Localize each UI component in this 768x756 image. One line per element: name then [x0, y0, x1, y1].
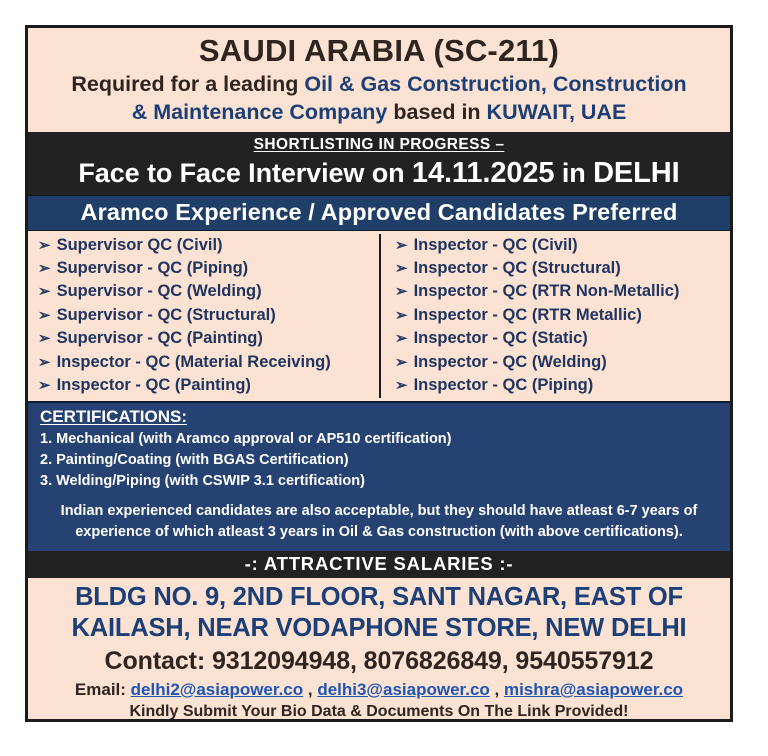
title-job-code: (SC-211) — [433, 33, 560, 68]
subline-industry: Oil & Gas Construction, Construction — [304, 71, 687, 96]
email-label: Email: — [74, 679, 131, 699]
email-separator: , — [489, 679, 504, 699]
page-title — [36, 34, 722, 69]
arrow-bullet-icon: ➢ — [395, 353, 408, 371]
list-item — [38, 327, 375, 350]
subline-locations: KUWAIT, UAE — [486, 99, 627, 124]
experience-note — [40, 501, 718, 543]
arrow-bullet-icon: ➢ — [38, 260, 51, 278]
positions-list — [28, 231, 730, 401]
interview-mid: in — [554, 157, 594, 188]
interview-city: DELHI — [593, 156, 680, 189]
arrow-bullet-icon: ➢ — [395, 236, 408, 254]
position-label: Inspector - QC (Painting) — [56, 376, 251, 395]
positions-column-left — [28, 234, 379, 398]
list-item — [38, 304, 375, 327]
list-item — [395, 234, 726, 257]
experience-note-line-1: Indian experienced candidates are also acceptable, but they should have atleast 6-7 years of — [60, 502, 698, 519]
list-item — [395, 351, 726, 374]
list-item — [38, 234, 375, 257]
arrow-bullet-icon: ➢ — [38, 377, 51, 395]
email-link-2[interactable]: delhi3@asiapower.co — [317, 679, 490, 699]
arrow-bullet-icon: ➢ — [395, 330, 408, 348]
job-advertisement-poster — [25, 25, 733, 722]
address-line-1: BLDG NO. 9, 2ND FLOOR, SANT NAGAR, EAST OF — [75, 582, 683, 611]
certification-item: 1. Mechanical (with Aramco approval or AP510 certification) — [40, 430, 452, 447]
arrow-bullet-icon: ➢ — [395, 283, 408, 301]
arrow-bullet-icon: ➢ — [38, 306, 51, 324]
position-label: Inspector - QC (Static) — [413, 329, 588, 348]
experience-note-line-2: experience of which atleast 3 years in Oil & Gas construction (with above certifications). — [75, 523, 683, 540]
certifications-section — [28, 401, 730, 551]
position-label: Supervisor - QC (Welding) — [56, 282, 262, 301]
arrow-bullet-icon: ➢ — [38, 330, 51, 348]
arrow-bullet-icon: ➢ — [38, 283, 51, 301]
list-item — [38, 257, 375, 280]
email-link-3[interactable]: mishra@asiapower.co — [503, 679, 684, 699]
position-label: Inspector - QC (Civil) — [413, 235, 578, 254]
aramco-preference-banner: Aramco Experience / Approved Candidates Preferred — [28, 195, 730, 231]
email-separator: , — [303, 679, 318, 699]
positions-column-right — [379, 234, 730, 398]
list-item — [395, 280, 726, 303]
certification-item: 3. Welding/Piping (with CSWIP 3.1 certification) — [40, 472, 365, 489]
list-item — [38, 374, 375, 397]
arrow-bullet-icon: ➢ — [38, 236, 51, 254]
contact-section — [28, 578, 730, 722]
arrow-bullet-icon: ➢ — [395, 306, 408, 324]
position-label: Supervisor - QC (Piping) — [56, 259, 249, 278]
subline-prefix: Required for a leading — [71, 71, 305, 96]
header-subline-1 — [36, 71, 722, 99]
interview-line — [28, 157, 730, 190]
email-link-1[interactable]: delhi2@asiapower.co — [130, 679, 304, 699]
arrow-bullet-icon: ➢ — [395, 377, 408, 395]
position-label: Inspector - QC (RTR Metallic) — [413, 305, 642, 324]
arrow-bullet-icon: ➢ — [38, 353, 51, 371]
subline-company-type: & Maintenance Company — [131, 99, 388, 124]
list-item — [395, 327, 726, 350]
position-label: Inspector - QC (Piping) — [413, 376, 594, 395]
interview-prefix: Face to Face Interview on — [78, 157, 412, 188]
position-label: Inspector - QC (RTR Non-Metallic) — [413, 282, 680, 301]
list-item — [38, 280, 375, 303]
address-line-2: KAILASH, NEAR VODAPHONE STORE, NEW DELHI — [71, 613, 687, 642]
title-country: SAUDI ARABIA — [198, 33, 425, 68]
certification-item: 2. Painting/Coating (with BGAS Certification) — [40, 451, 349, 468]
arrow-bullet-icon: ➢ — [395, 260, 408, 278]
position-label: Inspector - QC (Structural) — [413, 259, 621, 278]
list-item — [395, 304, 726, 327]
certifications-title: CERTIFICATIONS: — [40, 406, 188, 426]
interview-date: 14.11.2025 — [411, 156, 555, 189]
poster-header — [28, 28, 730, 132]
position-label: Supervisor QC (Civil) — [56, 235, 223, 254]
subline-based-in: based in — [387, 99, 487, 124]
interview-notice-band — [28, 132, 730, 195]
list-item — [395, 374, 726, 397]
header-subline-2 — [36, 99, 722, 127]
list-item — [395, 257, 726, 280]
submission-footnote: Kindly Submit Your Bio Data & Documents On The Link Provided! — [129, 702, 629, 720]
shortlisting-status: SHORTLISTING IN PROGRESS – — [253, 135, 505, 153]
position-label: Supervisor - QC (Painting) — [56, 329, 263, 348]
list-item — [38, 351, 375, 374]
position-label: Inspector - QC (Welding) — [413, 352, 607, 371]
email-row — [34, 680, 724, 700]
contact-phone-numbers: Contact: 9312094948, 8076826849, 9540557912 — [104, 646, 654, 675]
attractive-salaries-banner: -: ATTRACTIVE SALARIES :- — [28, 551, 730, 578]
position-label: Supervisor - QC (Structural) — [56, 305, 276, 324]
position-label: Inspector - QC (Material Receiving) — [56, 352, 331, 371]
